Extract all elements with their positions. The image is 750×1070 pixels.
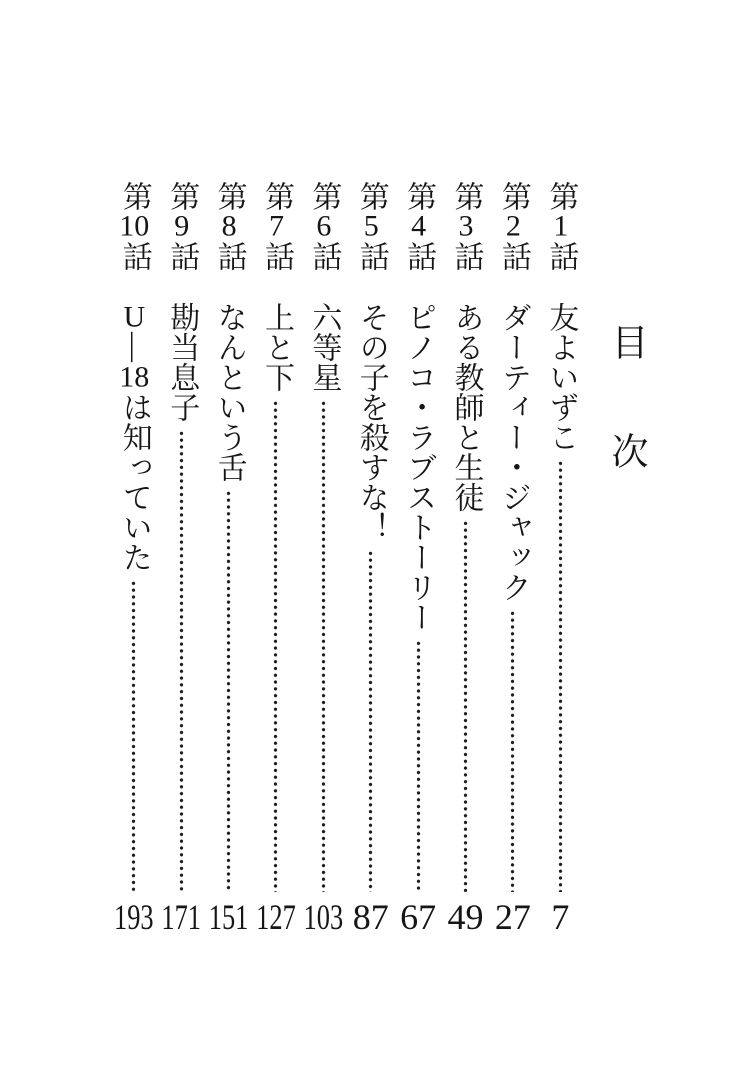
toc-page-title: 目次 xyxy=(605,323,646,541)
chapter-title: ピノコ・ラブストーリー xyxy=(402,302,436,632)
chapter-number-label: 第7話 xyxy=(259,181,293,271)
dotted-leader xyxy=(416,640,421,892)
chapter-number-label: 第6話 xyxy=(307,181,341,271)
page-number: 171 xyxy=(161,899,201,935)
chapter-title: 勘当息子 xyxy=(165,302,199,422)
page-number: 67 xyxy=(400,899,437,935)
chapter-number-label: 第2話 xyxy=(496,181,530,271)
chapter-title: U―18は知っていた xyxy=(117,302,151,572)
chapter-number-label: 第1話 xyxy=(544,181,578,271)
chapter-number-label: 第3話 xyxy=(449,181,483,271)
chapter-title: その子を殺すな！ xyxy=(354,302,388,542)
toc-entry xyxy=(442,181,489,935)
page-number: 49 xyxy=(447,899,484,935)
chapter-number-label: 第10話 xyxy=(117,181,151,271)
toc-entry xyxy=(489,181,536,935)
chapter-title: ダーティー・ジャック xyxy=(496,302,530,602)
chapter-title: 六等星 xyxy=(307,302,341,392)
chapter-number-label: 第5話 xyxy=(354,181,388,271)
page-number: 87 xyxy=(352,899,389,935)
toc-entry xyxy=(537,181,584,935)
dotted-leader xyxy=(273,400,278,892)
dotted-leader xyxy=(463,520,468,892)
dotted-leader xyxy=(131,580,136,892)
page-number: 103 xyxy=(303,899,344,935)
chapter-title: 上と下 xyxy=(259,302,293,392)
dotted-leader xyxy=(368,550,373,892)
page-number: 127 xyxy=(256,899,296,935)
chapter-number-label: 第9話 xyxy=(165,181,199,271)
toc-entry xyxy=(394,181,441,935)
page-number: 7 xyxy=(551,899,570,935)
chapter-number-label: 第4話 xyxy=(402,181,436,271)
dotted-leader xyxy=(558,460,563,892)
toc-entry xyxy=(252,181,299,935)
dotted-leader xyxy=(226,490,231,892)
chapter-title: ある教師と生徒 xyxy=(449,302,483,512)
toc-entry xyxy=(157,181,204,935)
dotted-leader xyxy=(179,430,184,892)
toc-entry xyxy=(110,181,157,935)
dotted-leader xyxy=(510,610,515,892)
toc-entry xyxy=(347,181,394,935)
toc-entry xyxy=(300,181,347,935)
chapter-title: 友よいずこ xyxy=(544,302,578,452)
chapter-number-label: 第8話 xyxy=(212,181,246,271)
chapter-title: なんという舌 xyxy=(212,302,246,482)
page-number: 193 xyxy=(113,899,154,935)
page-number: 27 xyxy=(494,899,531,935)
toc-entry-list xyxy=(110,181,584,935)
toc-entry xyxy=(205,181,252,935)
page-number: 151 xyxy=(208,899,249,935)
dotted-leader xyxy=(321,400,326,892)
